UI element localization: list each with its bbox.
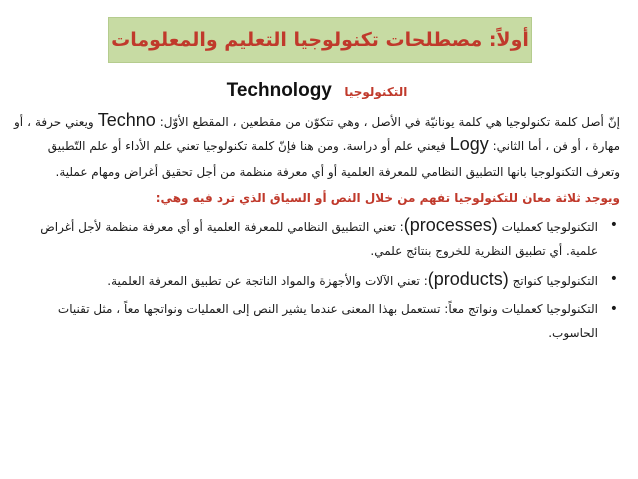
definition-paragraph [14, 109, 620, 157]
list-item [14, 267, 620, 293]
meanings-intro: ويوجد ثلاثة معان للتكنولوجيا تفهم من خلال النص أو السياق الذي ترد فيه وهي: [155, 191, 620, 205]
bullet-icon: • [609, 271, 618, 287]
section-heading-arabic: التكنولوجيا [344, 85, 408, 99]
list-item [14, 213, 620, 263]
page-title: أولاً: مصطلحات تكنولوجيا التعليم والمعلومات [111, 29, 529, 51]
list-item-lead: التكنولوجيا كعمليات [501, 220, 598, 234]
section-heading-english: Technology [226, 80, 332, 101]
list-item [14, 297, 620, 345]
definition-prefix: إنّ أصل كلمة تكنولوجيا هي كلمة يونانيّة في الأصل ، وهي تتكوّن من مقطعين ، المقطع الأوّل: [159, 115, 620, 129]
technology-definition-paragraph: وتعرف التكنولوجيا بانها التطبيق النظامي للمعرفة العلمية أو أي معرفة منظمة من أجل تحقيق أغراض ومهام عملية. [55, 165, 620, 179]
bullet-icon: • [609, 301, 618, 317]
term-logy: Logy [449, 134, 489, 154]
list-item-term: (products) [427, 269, 509, 289]
list-item-lead: التكنولوجيا كنواتج [512, 274, 598, 288]
meanings-list [14, 213, 620, 345]
list-item-term: (processes) [403, 215, 498, 235]
bullet-icon: • [609, 217, 618, 233]
section-heading [14, 80, 620, 103]
list-item-text: التكنولوجيا كعمليات ونواتج معاً: تستعمل بهذا المعنى عندما يشير النص إلى العمليات ونواتجها معاً ، مثل تقنيات الحاسوب. [57, 302, 598, 340]
list-item-text: : تعني الآلات والأجهزة والمواد الناتجة عن تطبيق المعرفة العلمية. [107, 274, 428, 288]
definition-middle: ويعني حرفة ، أو مهارة ، أو فن ، أما الثاني: [14, 115, 620, 153]
document-body [14, 80, 620, 349]
title-banner [108, 17, 532, 63]
term-techno: Techno [97, 110, 156, 130]
definition-suffix: فيعني علم أو دراسة. ومن هنا فإنّ كلمة تكنولوجيا تعني علم الأداء أو علم التّطبيق [47, 139, 446, 153]
list-item-text: : تعني التطبيق النظامي للمعرفة العلمية أو أي معرفة منظمة لأجل أغراض علمية. أي تطبيق النظرية للخروج بنتائج علمي. [40, 220, 598, 258]
